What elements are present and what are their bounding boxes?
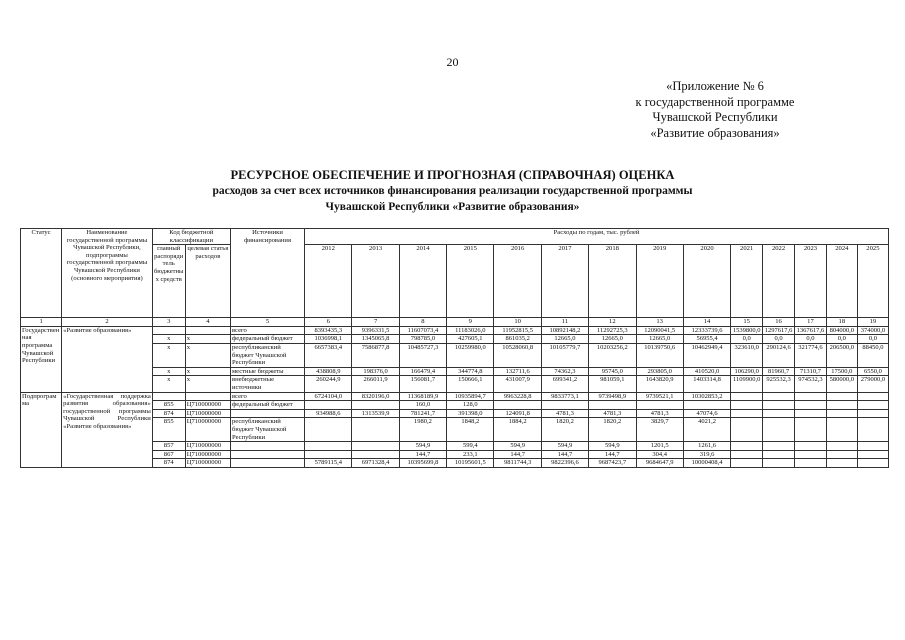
expense-value xyxy=(731,459,763,468)
subprogram-row xyxy=(21,392,889,401)
expense-value: 160,0 xyxy=(399,401,446,410)
header-year: 2015 xyxy=(447,245,494,318)
expense-value xyxy=(305,450,352,459)
grbs-code: х xyxy=(152,367,185,376)
column-number-row xyxy=(21,318,889,327)
expense-value xyxy=(683,401,730,410)
subprogram-name: «Государственная поддержка развития образования» государственной программы Чувашской Республики «Развитие образования» xyxy=(62,392,153,467)
expense-value: 1036998,1 xyxy=(305,335,352,344)
column-number: 2 xyxy=(62,318,153,327)
header-year: 2017 xyxy=(541,245,588,318)
expense-value: 0,0 xyxy=(731,335,763,344)
title-line: расходов за счет всех источников финансирования реализации государственной программы xyxy=(212,185,693,197)
funding-source xyxy=(230,459,304,468)
header-target-item: целевая статья расходов xyxy=(185,245,230,318)
title-line: Чувашской Республики «Развитие образования» xyxy=(325,201,580,213)
expense-value: 9396331,5 xyxy=(352,326,399,335)
expense-value: 12665,0 xyxy=(589,335,636,344)
expense-value: 1643820,9 xyxy=(636,376,683,392)
column-number: 13 xyxy=(636,318,683,327)
expense-value: 594,9 xyxy=(399,442,446,451)
expense-value: 8320196,0 xyxy=(352,392,399,401)
target-item-code: х xyxy=(185,335,230,344)
expense-value: 323610,0 xyxy=(731,343,763,367)
expense-value xyxy=(826,459,857,468)
expense-value: 6971328,4 xyxy=(352,459,399,468)
grbs-code: 874 xyxy=(152,459,185,468)
column-number: 5 xyxy=(230,318,304,327)
expense-value: 304,4 xyxy=(636,450,683,459)
expense-value xyxy=(795,442,827,451)
header-expenses: Расходы по годам, тыс. рублей xyxy=(305,229,889,245)
expense-value xyxy=(857,409,888,418)
funding-source: местные бюджеты xyxy=(230,367,304,376)
expense-value: 798785,0 xyxy=(399,335,446,344)
expense-value: 293805,0 xyxy=(636,367,683,376)
expense-value: 804000,0 xyxy=(826,326,857,335)
expense-value: 1345065,8 xyxy=(352,335,399,344)
expense-value xyxy=(795,459,827,468)
grbs-code: 855 xyxy=(152,401,185,410)
expense-value xyxy=(763,459,795,468)
expense-value: 594,9 xyxy=(589,442,636,451)
expense-value xyxy=(305,442,352,451)
expense-value: 8393435,3 xyxy=(305,326,352,335)
expense-value: 290124,6 xyxy=(763,343,795,367)
expense-value: 1980,2 xyxy=(399,418,446,442)
expense-value: 266011,9 xyxy=(352,376,399,392)
expense-value: 11183026,0 xyxy=(447,326,494,335)
expense-value: 9822396,6 xyxy=(541,459,588,468)
expense-value: 166479,4 xyxy=(399,367,446,376)
header-status: Статус xyxy=(21,229,62,318)
target-item-code: х xyxy=(185,367,230,376)
expense-value: 10195601,5 xyxy=(447,459,494,468)
header-year: 2021 xyxy=(731,245,763,318)
expense-value: 144,7 xyxy=(541,450,588,459)
expense-value: 9811744,3 xyxy=(494,459,541,468)
expense-value xyxy=(352,442,399,451)
expense-value: 319,6 xyxy=(683,450,730,459)
expense-value: 1109900,0 xyxy=(731,376,763,392)
expense-value xyxy=(352,450,399,459)
expense-value: 4781,3 xyxy=(589,409,636,418)
expense-value: 10259980,0 xyxy=(447,343,494,367)
expense-value xyxy=(857,418,888,442)
header-name: Наименование государственной программы Чувашской Республики, подпрограммы государственной программы Чувашской Республики (основного мероприятия) xyxy=(62,229,153,318)
expense-value xyxy=(795,401,827,410)
expense-value xyxy=(763,401,795,410)
expense-value: 594,9 xyxy=(541,442,588,451)
expense-value xyxy=(826,401,857,410)
subprogram-status: Подпрограмма xyxy=(21,392,62,467)
expense-value: 56955,4 xyxy=(683,335,730,344)
expense-value: 10203256,2 xyxy=(589,343,636,367)
header-year: 2020 xyxy=(683,245,730,318)
column-number: 8 xyxy=(399,318,446,327)
grbs-code: 867 xyxy=(152,450,185,459)
expense-value xyxy=(763,450,795,459)
expense-value: 71310,7 xyxy=(795,367,827,376)
expense-value: 12090041,5 xyxy=(636,326,683,335)
funding-source: всего xyxy=(230,392,304,401)
expense-value: 9687423,7 xyxy=(589,459,636,468)
target-item-code xyxy=(185,392,230,401)
resource-table xyxy=(20,228,889,468)
expense-value: 0,0 xyxy=(857,335,888,344)
funding-source xyxy=(230,450,304,459)
header-year: 2018 xyxy=(589,245,636,318)
column-number: 19 xyxy=(857,318,888,327)
expense-value xyxy=(795,409,827,418)
expense-value: 699341,2 xyxy=(541,376,588,392)
expense-value: 344774,8 xyxy=(447,367,494,376)
expense-value: 925532,3 xyxy=(763,376,795,392)
expense-value: 594,9 xyxy=(494,442,541,451)
column-number: 14 xyxy=(683,318,730,327)
program-name: «Развитие образования» xyxy=(62,326,153,392)
funding-source xyxy=(230,442,304,451)
expense-value xyxy=(541,401,588,410)
expense-value: 0,0 xyxy=(826,335,857,344)
expense-value: 132711,6 xyxy=(494,367,541,376)
expense-value xyxy=(857,392,888,401)
expense-value: 11607073,4 xyxy=(399,326,446,335)
expense-value: 12665,0 xyxy=(541,335,588,344)
expense-value: 10395699,8 xyxy=(399,459,446,468)
target-item-code: Ц710000000 xyxy=(185,450,230,459)
expense-value: 260244,9 xyxy=(305,376,352,392)
expense-value: 438808,9 xyxy=(305,367,352,376)
expense-value: 198376,0 xyxy=(352,367,399,376)
program-row xyxy=(21,326,889,335)
expense-value: 9833773,1 xyxy=(541,392,588,401)
expense-value: 374000,0 xyxy=(857,326,888,335)
expense-value xyxy=(352,401,399,410)
expense-value xyxy=(763,418,795,442)
target-item-code: х xyxy=(185,376,230,392)
header-year: 2024 xyxy=(826,245,857,318)
header-main-manager: главный распорядитель бюджетных средств xyxy=(152,245,185,318)
column-number: 9 xyxy=(447,318,494,327)
header-year: 2012 xyxy=(305,245,352,318)
column-number: 18 xyxy=(826,318,857,327)
expense-value: 81960,7 xyxy=(763,367,795,376)
expense-value: 4021,2 xyxy=(683,418,730,442)
header-year: 2016 xyxy=(494,245,541,318)
expense-value: 156081,7 xyxy=(399,376,446,392)
expense-value: 1403314,8 xyxy=(683,376,730,392)
document-title xyxy=(0,167,905,215)
grbs-code: х xyxy=(152,376,185,392)
expense-value: 781241,7 xyxy=(399,409,446,418)
grbs-code xyxy=(152,392,185,401)
expense-value: 88450,0 xyxy=(857,343,888,367)
target-item-code: Ц710000000 xyxy=(185,401,230,410)
expense-value: 206500,0 xyxy=(826,343,857,367)
expense-value xyxy=(731,450,763,459)
column-number: 15 xyxy=(731,318,763,327)
expense-value: 9739498,9 xyxy=(589,392,636,401)
expense-value: 0,0 xyxy=(795,335,827,344)
expense-value: 974532,3 xyxy=(795,376,827,392)
funding-source: федеральный бюджет xyxy=(230,401,304,410)
expense-value xyxy=(494,401,541,410)
expense-value: 9739521,1 xyxy=(636,392,683,401)
funding-source: внебюджетные источники xyxy=(230,376,304,392)
grbs-code: 855 xyxy=(152,418,185,442)
expense-value: 1820,2 xyxy=(589,418,636,442)
header-year: 2025 xyxy=(857,245,888,318)
funding-source: республиканский бюджет Чувашской Республики xyxy=(230,343,304,367)
expense-value xyxy=(731,392,763,401)
expense-value xyxy=(731,442,763,451)
expense-value: 124091,8 xyxy=(494,409,541,418)
expense-value: 10892148,2 xyxy=(541,326,588,335)
expense-value: 1313539,9 xyxy=(352,409,399,418)
expense-value: 12333739,6 xyxy=(683,326,730,335)
expense-value xyxy=(795,392,827,401)
expense-value xyxy=(305,418,352,442)
expense-value: 95745,0 xyxy=(589,367,636,376)
expense-value: 1884,2 xyxy=(494,418,541,442)
expense-value xyxy=(826,409,857,418)
column-number: 16 xyxy=(763,318,795,327)
expense-value: 144,7 xyxy=(399,450,446,459)
header-year: 2022 xyxy=(763,245,795,318)
expense-value xyxy=(305,401,352,410)
column-number: 7 xyxy=(352,318,399,327)
funding-source: республиканский бюджет Чувашской Республики xyxy=(230,418,304,442)
target-item-code: Ц710000000 xyxy=(185,418,230,442)
expense-value: 10485727,3 xyxy=(399,343,446,367)
header-year: 2023 xyxy=(795,245,827,318)
expense-value xyxy=(857,450,888,459)
expense-value xyxy=(857,459,888,468)
expense-value: 128,0 xyxy=(447,401,494,410)
expense-value: 6724104,0 xyxy=(305,392,352,401)
expense-value xyxy=(731,409,763,418)
expense-value xyxy=(589,401,636,410)
expense-value: 279000,0 xyxy=(857,376,888,392)
expense-value: 321774,6 xyxy=(795,343,827,367)
expense-value xyxy=(795,450,827,459)
expense-value: 431007,9 xyxy=(494,376,541,392)
grbs-code: х xyxy=(152,335,185,344)
page-number: 20 xyxy=(446,55,459,69)
expense-value xyxy=(636,401,683,410)
grbs-code: 874 xyxy=(152,409,185,418)
column-number: 12 xyxy=(589,318,636,327)
expense-value: 10139750,6 xyxy=(636,343,683,367)
target-item-code: Ц710000000 xyxy=(185,459,230,468)
expense-value: 9963228,8 xyxy=(494,392,541,401)
column-number: 3 xyxy=(152,318,185,327)
expense-value: 6657383,4 xyxy=(305,343,352,367)
expense-value: 9684647,9 xyxy=(636,459,683,468)
funding-source: федеральный бюджет xyxy=(230,335,304,344)
expense-value: 17500,0 xyxy=(826,367,857,376)
appendix-line: Чувашской Республики xyxy=(652,110,778,124)
expense-value: 12665,0 xyxy=(636,335,683,344)
expense-value: 150666,1 xyxy=(447,376,494,392)
expense-value: 599,4 xyxy=(447,442,494,451)
expense-value xyxy=(731,418,763,442)
expense-value: 11952815,5 xyxy=(494,326,541,335)
expense-value: 1297617,6 xyxy=(763,326,795,335)
expense-value xyxy=(826,418,857,442)
expense-value: 861035,2 xyxy=(494,335,541,344)
expense-value xyxy=(826,392,857,401)
expense-value: 981059,1 xyxy=(589,376,636,392)
expense-value: 7586877,8 xyxy=(352,343,399,367)
column-number: 6 xyxy=(305,318,352,327)
expense-value: 0,0 xyxy=(763,335,795,344)
expense-value xyxy=(826,442,857,451)
expense-value: 4781,3 xyxy=(636,409,683,418)
grbs-code: 857 xyxy=(152,442,185,451)
expense-value xyxy=(826,450,857,459)
expense-value: 10462949,4 xyxy=(683,343,730,367)
expense-value: 10105779,7 xyxy=(541,343,588,367)
appendix-line: «Развитие образования» xyxy=(650,125,780,140)
expense-value: 233,1 xyxy=(447,450,494,459)
expense-value: 3829,7 xyxy=(636,418,683,442)
expense-value xyxy=(763,409,795,418)
appendix-line: к государственной программе xyxy=(635,94,795,109)
table-body xyxy=(21,326,889,467)
expense-value: 4781,3 xyxy=(541,409,588,418)
column-number: 4 xyxy=(185,318,230,327)
expense-value: 47074,6 xyxy=(683,409,730,418)
expense-value: 106290,0 xyxy=(731,367,763,376)
grbs-code: х xyxy=(152,343,185,367)
expense-value: 74362,3 xyxy=(541,367,588,376)
column-number: 1 xyxy=(21,318,62,327)
expense-value xyxy=(763,392,795,401)
expense-value: 11368189,9 xyxy=(399,392,446,401)
expense-value xyxy=(731,401,763,410)
target-item-code: Ц710000000 xyxy=(185,409,230,418)
expense-value xyxy=(857,442,888,451)
expense-value: 391398,0 xyxy=(447,409,494,418)
expense-value: 11292725,3 xyxy=(589,326,636,335)
expense-value: 10302853,2 xyxy=(683,392,730,401)
expense-value xyxy=(795,418,827,442)
expense-value: 1261,6 xyxy=(683,442,730,451)
expense-value: 427605,1 xyxy=(447,335,494,344)
expense-value: 1820,2 xyxy=(541,418,588,442)
target-item-code xyxy=(185,326,230,335)
target-item-code: Ц710000000 xyxy=(185,442,230,451)
column-number: 10 xyxy=(494,318,541,327)
expense-value: 1539800,0 xyxy=(731,326,763,335)
expense-value: 1848,2 xyxy=(447,418,494,442)
expense-value: 5789115,4 xyxy=(305,459,352,468)
expense-value xyxy=(763,442,795,451)
target-item-code: х xyxy=(185,343,230,367)
expense-value: 1201,5 xyxy=(636,442,683,451)
expense-value: 144,7 xyxy=(494,450,541,459)
expense-value: 1367617,6 xyxy=(795,326,827,335)
appendix-note xyxy=(595,79,835,141)
expense-value: 10935894,7 xyxy=(447,392,494,401)
header-year: 2013 xyxy=(352,245,399,318)
expense-value: 10000408,4 xyxy=(683,459,730,468)
expense-value xyxy=(352,418,399,442)
program-status: Государственная программа Чувашской Республики xyxy=(21,326,62,392)
header-year: 2014 xyxy=(399,245,446,318)
funding-source xyxy=(230,409,304,418)
expense-value: 934988,6 xyxy=(305,409,352,418)
column-number: 17 xyxy=(795,318,827,327)
expense-value: 6550,0 xyxy=(857,367,888,376)
header-budget-code: Код бюджетной классификации xyxy=(152,229,230,245)
appendix-line: «Приложение № 6 xyxy=(666,79,764,93)
grbs-code xyxy=(152,326,185,335)
header-sources: Источники финансирования xyxy=(230,229,304,318)
expense-value: 10528060,8 xyxy=(494,343,541,367)
header-year: 2019 xyxy=(636,245,683,318)
column-number: 11 xyxy=(541,318,588,327)
title-line: РЕСУРСНОЕ ОБЕСПЕЧЕНИЕ И ПРОГНОЗНАЯ (СПРАВОЧНАЯ) ОЦЕНКА xyxy=(230,168,675,182)
expense-value: 580000,0 xyxy=(826,376,857,392)
funding-source: всего xyxy=(230,326,304,335)
expense-value: 410520,0 xyxy=(683,367,730,376)
expense-value xyxy=(857,401,888,410)
expense-value: 144,7 xyxy=(589,450,636,459)
